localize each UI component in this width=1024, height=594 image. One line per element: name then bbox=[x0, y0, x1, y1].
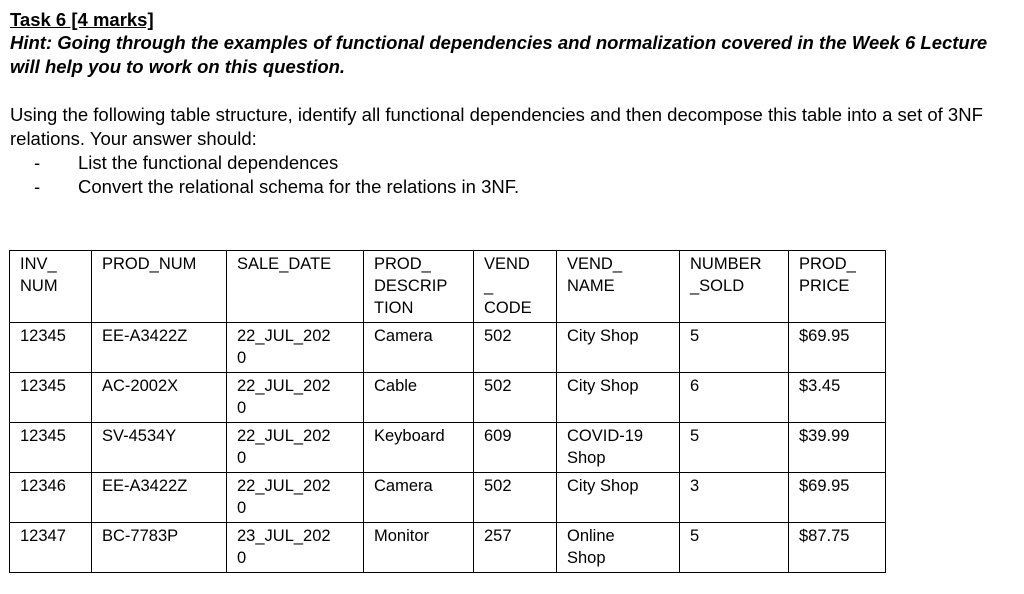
cell-sale-date: 22_JUL_202 0 bbox=[227, 423, 364, 473]
list-dash: - bbox=[34, 152, 41, 173]
table-row bbox=[10, 323, 886, 373]
header-sale-date: SALE_DATE bbox=[227, 251, 364, 323]
intro-text: Using the following table structure, identify all functional dependencies and then decompose this table into a set of 3NF relations. Your answer should: bbox=[10, 104, 983, 149]
cell-inv-num: 12345 bbox=[10, 373, 92, 423]
cell-prod-price: $69.95 bbox=[789, 323, 886, 373]
cell-sale-date: 23_JUL_202 0 bbox=[227, 523, 364, 573]
cell-prod-description: Cable bbox=[364, 373, 474, 423]
list-dash: - bbox=[34, 176, 41, 197]
requirement-item bbox=[10, 175, 1014, 199]
header-inv-num: INV_ NUM bbox=[10, 251, 92, 323]
cell-inv-num: 12345 bbox=[10, 323, 92, 373]
requirements-list bbox=[10, 151, 1014, 199]
invoice-table bbox=[9, 250, 886, 573]
cell-vend-code: 502 bbox=[474, 323, 557, 373]
cell-vend-code: 502 bbox=[474, 373, 557, 423]
header-number-sold: NUMBER _SOLD bbox=[680, 251, 789, 323]
cell-number-sold: 3 bbox=[680, 473, 789, 523]
cell-vend-code: 502 bbox=[474, 473, 557, 523]
cell-prod-num: EE-A3422Z bbox=[92, 323, 227, 373]
cell-vend-code: 609 bbox=[474, 423, 557, 473]
cell-inv-num: 12347 bbox=[10, 523, 92, 573]
cell-prod-price: $87.75 bbox=[789, 523, 886, 573]
cell-inv-num: 12346 bbox=[10, 473, 92, 523]
cell-vend-name: Online Shop bbox=[557, 523, 680, 573]
header-prod-price: PROD_ PRICE bbox=[789, 251, 886, 323]
cell-prod-num: AC-2002X bbox=[92, 373, 227, 423]
cell-number-sold: 5 bbox=[680, 523, 789, 573]
table-header-row bbox=[10, 251, 886, 323]
table-row bbox=[10, 373, 886, 423]
cell-prod-description: Keyboard bbox=[364, 423, 474, 473]
table-row bbox=[10, 473, 886, 523]
header-prod-num: PROD_NUM bbox=[92, 251, 227, 323]
requirement-text: List the functional dependences bbox=[78, 152, 339, 173]
cell-vend-code: 257 bbox=[474, 523, 557, 573]
header-vend-name: VEND_ NAME bbox=[557, 251, 680, 323]
table-row bbox=[10, 423, 886, 473]
requirement-item bbox=[10, 151, 1014, 175]
cell-number-sold: 5 bbox=[680, 323, 789, 373]
cell-prod-num: SV-4534Y bbox=[92, 423, 227, 473]
cell-prod-description: Camera bbox=[364, 323, 474, 373]
cell-sale-date: 22_JUL_202 0 bbox=[227, 323, 364, 373]
cell-vend-name: City Shop bbox=[557, 473, 680, 523]
cell-number-sold: 6 bbox=[680, 373, 789, 423]
header-prod-description: PROD_ DESCRIP TION bbox=[364, 251, 474, 323]
cell-vend-name: City Shop bbox=[557, 373, 680, 423]
cell-prod-price: $39.99 bbox=[789, 423, 886, 473]
cell-vend-name: City Shop bbox=[557, 323, 680, 373]
cell-sale-date: 22_JUL_202 0 bbox=[227, 473, 364, 523]
cell-prod-num: EE-A3422Z bbox=[92, 473, 227, 523]
cell-prod-num: BC-7783P bbox=[92, 523, 227, 573]
cell-inv-num: 12345 bbox=[10, 423, 92, 473]
cell-number-sold: 5 bbox=[680, 423, 789, 473]
cell-prod-price: $3.45 bbox=[789, 373, 886, 423]
cell-prod-description: Monitor bbox=[364, 523, 474, 573]
hint-text: Hint: Going through the examples of functional dependencies and normalization covered in the Week 6 Lecture will help you to work on this question. bbox=[10, 32, 988, 77]
table-body bbox=[10, 323, 886, 573]
task-document bbox=[10, 8, 1014, 199]
requirement-text: Convert the relational schema for the relations in 3NF. bbox=[78, 176, 520, 197]
cell-prod-price: $69.95 bbox=[789, 473, 886, 523]
task-title: Task 6 [4 marks] bbox=[10, 9, 154, 30]
cell-prod-description: Camera bbox=[364, 473, 474, 523]
table-row bbox=[10, 523, 886, 573]
cell-vend-name: COVID-19 Shop bbox=[557, 423, 680, 473]
cell-sale-date: 22_JUL_202 0 bbox=[227, 373, 364, 423]
header-vend-code: VEND _ CODE bbox=[474, 251, 557, 323]
